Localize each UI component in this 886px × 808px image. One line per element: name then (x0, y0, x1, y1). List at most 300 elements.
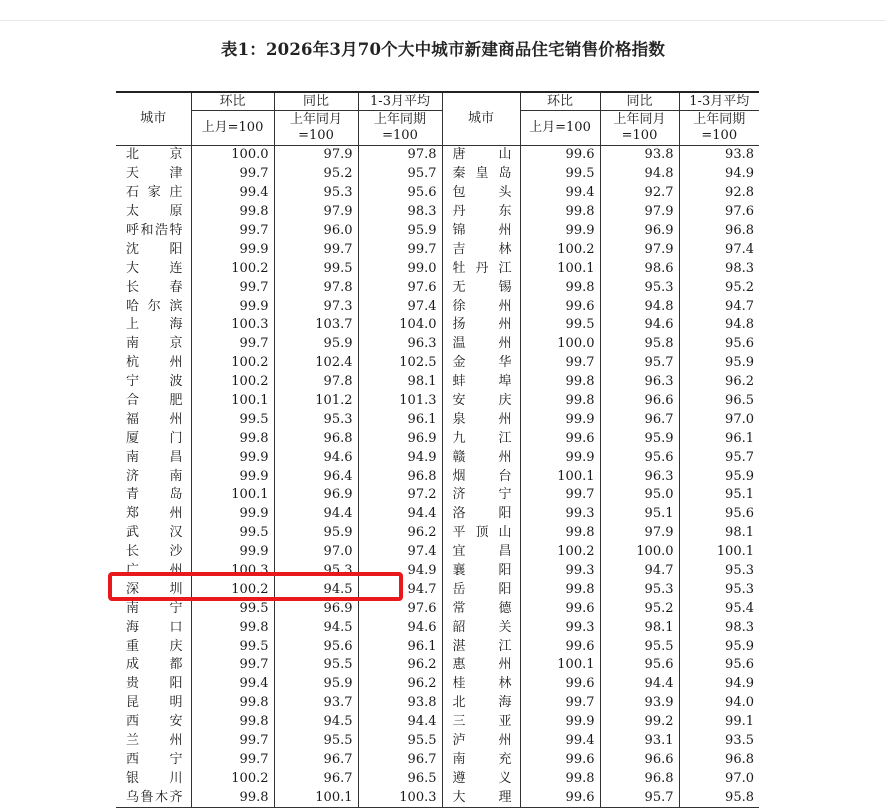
city-cell-left: 青 岛 (116, 486, 191, 505)
mom-cell-right: 99.6 (520, 297, 600, 316)
mom-cell-left: 99.5 (191, 410, 274, 429)
mom-cell-left: 99.9 (191, 505, 274, 524)
table-row (116, 769, 759, 788)
yoy-cell-right: 96.6 (600, 751, 679, 770)
yoy-cell-right: 96.6 (600, 392, 679, 411)
avg-cell-right: 94.7 (679, 297, 759, 316)
yoy-header-right: 同比 (600, 92, 679, 111)
yoy-cell-right: 94.8 (600, 297, 679, 316)
city-cell-left: 重 庆 (116, 637, 191, 656)
mom-cell-right: 99.5 (520, 316, 600, 335)
avg-cell-left: 97.2 (358, 486, 442, 505)
table-row (116, 599, 759, 618)
mom-cell-right: 99.3 (520, 562, 600, 581)
mom-cell-left: 100.2 (191, 259, 274, 278)
city-cell-right: 牡丹江 (442, 259, 520, 278)
mom-cell-left: 99.8 (191, 694, 274, 713)
avg-cell-left: 99.0 (358, 259, 442, 278)
city-cell-left: 沈 阳 (116, 240, 191, 259)
avg-header-left: 1-3月平均 (358, 92, 442, 111)
avg-cell-left: 94.7 (358, 580, 442, 599)
mom-cell-left: 99.7 (191, 165, 274, 184)
mom-cell-left: 99.9 (191, 240, 274, 259)
city-cell-right: 宜 昌 (442, 543, 520, 562)
avg-cell-left: 93.8 (358, 694, 442, 713)
mom-cell-right: 99.7 (520, 486, 600, 505)
table-row (116, 675, 759, 694)
city-cell-left: 武 汉 (116, 524, 191, 543)
avg-cell-left: 95.6 (358, 184, 442, 203)
avg-cell-left: 99.7 (358, 240, 442, 259)
yoy-cell-left: 97.9 (274, 203, 358, 222)
city-cell-left: 兰 州 (116, 732, 191, 751)
avg-cell-right: 97.4 (679, 240, 759, 259)
yoy-cell-left: 96.8 (274, 429, 358, 448)
price-index-table (116, 91, 759, 808)
table-row (116, 505, 759, 524)
avg-cell-right: 98.1 (679, 524, 759, 543)
avg-cell-left: 94.9 (358, 562, 442, 581)
yoy-base-left: 上年同月 =100 (274, 111, 358, 146)
avg-cell-right: 95.7 (679, 448, 759, 467)
city-cell-right: 蚌 埠 (442, 373, 520, 392)
city-cell-left: 呼和浩特 (116, 222, 191, 241)
yoy-cell-right: 95.0 (600, 486, 679, 505)
mom-cell-right: 100.2 (520, 543, 600, 562)
table-row (116, 637, 759, 656)
avg-cell-right: 95.6 (679, 335, 759, 354)
table-header (116, 92, 759, 146)
mom-cell-left: 100.2 (191, 354, 274, 373)
page-top-divider (0, 20, 886, 21)
city-cell-left: 长 沙 (116, 543, 191, 562)
mom-cell-left: 100.3 (191, 562, 274, 581)
yoy-cell-right: 98.1 (600, 618, 679, 637)
yoy-cell-left: 95.9 (274, 675, 358, 694)
table-row (116, 788, 759, 807)
mom-cell-right: 99.9 (520, 448, 600, 467)
yoy-cell-left: 102.4 (274, 354, 358, 373)
avg-cell-right: 94.8 (679, 316, 759, 335)
mom-cell-left: 99.7 (191, 222, 274, 241)
mom-cell-right: 99.9 (520, 713, 600, 732)
yoy-cell-left: 95.5 (274, 656, 358, 675)
avg-cell-left: 96.8 (358, 467, 442, 486)
table-row (116, 316, 759, 335)
mom-cell-left: 99.9 (191, 467, 274, 486)
mom-cell-right: 100.1 (520, 259, 600, 278)
mom-header-right: 环比 (520, 92, 600, 111)
table-row (116, 543, 759, 562)
avg-cell-right: 95.3 (679, 580, 759, 599)
avg-cell-left: 94.4 (358, 505, 442, 524)
city-cell-left: 海 口 (116, 618, 191, 637)
avg-cell-right: 95.4 (679, 599, 759, 618)
mom-cell-right: 99.3 (520, 505, 600, 524)
mom-cell-right: 99.8 (520, 580, 600, 599)
city-cell-left: 银 川 (116, 769, 191, 788)
mom-cell-left: 99.7 (191, 656, 274, 675)
yoy-cell-left: 96.0 (274, 222, 358, 241)
yoy-cell-left: 94.5 (274, 618, 358, 637)
avg-cell-left: 97.4 (358, 297, 442, 316)
avg-cell-left: 104.0 (358, 316, 442, 335)
city-cell-right: 北 海 (442, 694, 520, 713)
yoy-cell-left: 95.9 (274, 524, 358, 543)
yoy-cell-right: 95.3 (600, 580, 679, 599)
city-cell-right: 洛 阳 (442, 505, 520, 524)
avg-cell-left: 96.1 (358, 410, 442, 429)
city-cell-right: 韶 关 (442, 618, 520, 637)
mom-cell-left: 100.1 (191, 392, 274, 411)
avg-cell-right: 95.9 (679, 467, 759, 486)
mom-cell-right: 99.7 (520, 354, 600, 373)
yoy-cell-left: 101.2 (274, 392, 358, 411)
yoy-cell-right: 92.7 (600, 184, 679, 203)
mom-cell-right: 99.8 (520, 524, 600, 543)
city-cell-right: 赣 州 (442, 448, 520, 467)
mom-cell-left: 99.4 (191, 675, 274, 694)
city-cell-right: 安 庆 (442, 392, 520, 411)
city-cell-right: 九 江 (442, 429, 520, 448)
avg-cell-right: 95.6 (679, 656, 759, 675)
mom-cell-left: 99.7 (191, 751, 274, 770)
mom-cell-left: 100.0 (191, 146, 274, 165)
mom-cell-right: 99.4 (520, 732, 600, 751)
avg-cell-left: 96.5 (358, 769, 442, 788)
yoy-cell-left: 97.3 (274, 297, 358, 316)
yoy-cell-left: 95.3 (274, 562, 358, 581)
yoy-cell-right: 95.3 (600, 278, 679, 297)
avg-cell-right: 97.0 (679, 769, 759, 788)
mom-cell-right: 99.7 (520, 694, 600, 713)
table-row (116, 467, 759, 486)
mom-cell-right: 99.6 (520, 637, 600, 656)
city-cell-left: 昆 明 (116, 694, 191, 713)
avg-cell-left: 96.2 (358, 656, 442, 675)
yoy-cell-left: 97.8 (274, 373, 358, 392)
table-row (116, 562, 759, 581)
mom-cell-left: 99.7 (191, 732, 274, 751)
yoy-cell-right: 100.0 (600, 543, 679, 562)
yoy-cell-right: 96.9 (600, 222, 679, 241)
avg-cell-left: 98.1 (358, 373, 442, 392)
yoy-cell-right: 95.5 (600, 637, 679, 656)
mom-cell-left: 99.9 (191, 297, 274, 316)
mom-cell-left: 99.4 (191, 184, 274, 203)
city-cell-left: 乌鲁木齐 (116, 788, 191, 807)
city-cell-right: 泉 州 (442, 410, 520, 429)
avg-cell-right: 94.9 (679, 675, 759, 694)
avg-cell-left: 100.3 (358, 788, 442, 807)
yoy-cell-left: 96.7 (274, 769, 358, 788)
avg-cell-left: 96.1 (358, 637, 442, 656)
table-row (116, 278, 759, 297)
table-row (116, 392, 759, 411)
table-row (116, 410, 759, 429)
table-row (116, 694, 759, 713)
mom-cell-right: 99.8 (520, 278, 600, 297)
mom-cell-left: 99.7 (191, 335, 274, 354)
city-cell-right: 包 头 (442, 184, 520, 203)
avg-cell-left: 94.4 (358, 713, 442, 732)
city-cell-right: 遵 义 (442, 769, 520, 788)
table-row (116, 259, 759, 278)
table-row (116, 335, 759, 354)
yoy-cell-left: 95.5 (274, 732, 358, 751)
yoy-cell-left: 95.3 (274, 184, 358, 203)
avg-cell-left: 97.6 (358, 278, 442, 297)
mom-cell-right: 100.1 (520, 467, 600, 486)
mom-cell-left: 99.9 (191, 448, 274, 467)
mom-cell-left: 99.8 (191, 788, 274, 807)
yoy-cell-left: 96.7 (274, 751, 358, 770)
city-cell-left: 合 肥 (116, 392, 191, 411)
yoy-cell-right: 93.8 (600, 146, 679, 165)
city-cell-left: 大 连 (116, 259, 191, 278)
yoy-cell-right: 93.9 (600, 694, 679, 713)
mom-cell-right: 99.9 (520, 222, 600, 241)
mom-cell-left: 100.2 (191, 373, 274, 392)
avg-cell-right: 96.5 (679, 392, 759, 411)
mom-cell-left: 99.8 (191, 713, 274, 732)
yoy-cell-right: 97.9 (600, 203, 679, 222)
avg-cell-left: 96.7 (358, 751, 442, 770)
avg-cell-left: 95.9 (358, 222, 442, 241)
city-cell-right: 唐 山 (442, 146, 520, 165)
mom-cell-left: 99.8 (191, 618, 274, 637)
mom-cell-left: 99.8 (191, 429, 274, 448)
yoy-cell-right: 95.1 (600, 505, 679, 524)
mom-cell-right: 99.9 (520, 410, 600, 429)
yoy-cell-right: 94.8 (600, 165, 679, 184)
yoy-cell-left: 97.9 (274, 146, 358, 165)
yoy-cell-left: 93.7 (274, 694, 358, 713)
avg-cell-right: 99.1 (679, 713, 759, 732)
avg-cell-right: 96.2 (679, 373, 759, 392)
avg-cell-left: 97.4 (358, 543, 442, 562)
avg-base-right: 上年同期 =100 (679, 111, 759, 146)
city-cell-left: 石家庄 (116, 184, 191, 203)
city-cell-left: 广 州 (116, 562, 191, 581)
table-row (116, 656, 759, 675)
mom-cell-right: 100.2 (520, 240, 600, 259)
yoy-cell-right: 96.8 (600, 769, 679, 788)
mom-cell-right: 99.6 (520, 599, 600, 618)
mom-cell-left: 100.2 (191, 580, 274, 599)
yoy-cell-right: 95.6 (600, 448, 679, 467)
table-row (116, 429, 759, 448)
mom-cell-right: 99.4 (520, 184, 600, 203)
table-row (116, 486, 759, 505)
table-row (116, 297, 759, 316)
avg-cell-right: 93.5 (679, 732, 759, 751)
yoy-cell-left: 97.0 (274, 543, 358, 562)
avg-cell-right: 95.1 (679, 486, 759, 505)
mom-cell-left: 100.3 (191, 316, 274, 335)
city-cell-left: 哈尔滨 (116, 297, 191, 316)
mom-base-left: 上月=100 (191, 111, 274, 146)
mom-cell-left: 99.5 (191, 637, 274, 656)
mom-header-left: 环比 (191, 92, 274, 111)
table-row (116, 203, 759, 222)
yoy-cell-left: 94.4 (274, 505, 358, 524)
city-cell-left: 深 圳 (116, 580, 191, 599)
city-cell-right: 惠 州 (442, 656, 520, 675)
mom-cell-left: 100.1 (191, 486, 274, 505)
table-row (116, 524, 759, 543)
yoy-cell-left: 96.4 (274, 467, 358, 486)
table-row (116, 751, 759, 770)
yoy-cell-left: 100.1 (274, 788, 358, 807)
avg-cell-right: 95.3 (679, 562, 759, 581)
city-header-left: 城市 (116, 92, 191, 146)
city-cell-right: 烟 台 (442, 467, 520, 486)
table-row (116, 146, 759, 165)
yoy-cell-left: 99.7 (274, 240, 358, 259)
avg-cell-left: 96.3 (358, 335, 442, 354)
city-cell-right: 三 亚 (442, 713, 520, 732)
yoy-cell-right: 94.6 (600, 316, 679, 335)
city-cell-right: 平顶山 (442, 524, 520, 543)
mom-cell-right: 99.3 (520, 618, 600, 637)
table-body (116, 146, 759, 808)
city-cell-right: 锦 州 (442, 222, 520, 241)
avg-cell-left: 96.9 (358, 429, 442, 448)
avg-cell-right: 98.3 (679, 618, 759, 637)
avg-cell-right: 100.1 (679, 543, 759, 562)
avg-cell-right: 95.9 (679, 354, 759, 373)
avg-cell-left: 96.2 (358, 675, 442, 694)
mom-cell-right: 99.6 (520, 788, 600, 807)
yoy-cell-right: 94.4 (600, 675, 679, 694)
city-cell-right: 泸 州 (442, 732, 520, 751)
table-row (116, 618, 759, 637)
yoy-cell-right: 95.7 (600, 788, 679, 807)
yoy-cell-right: 95.6 (600, 656, 679, 675)
yoy-cell-right: 96.7 (600, 410, 679, 429)
table-row (116, 354, 759, 373)
city-cell-left: 济 南 (116, 467, 191, 486)
yoy-cell-right: 95.2 (600, 599, 679, 618)
table-row (116, 713, 759, 732)
city-cell-left: 南 宁 (116, 599, 191, 618)
city-cell-right: 温 州 (442, 335, 520, 354)
avg-cell-right: 97.6 (679, 203, 759, 222)
avg-cell-right: 94.0 (679, 694, 759, 713)
yoy-cell-right: 97.9 (600, 240, 679, 259)
yoy-cell-left: 97.8 (274, 278, 358, 297)
yoy-cell-right: 98.6 (600, 259, 679, 278)
city-cell-right: 金 华 (442, 354, 520, 373)
yoy-header-left: 同比 (274, 92, 358, 111)
yoy-cell-right: 96.3 (600, 373, 679, 392)
avg-cell-left: 97.8 (358, 146, 442, 165)
yoy-cell-left: 94.5 (274, 713, 358, 732)
city-cell-right: 襄 阳 (442, 562, 520, 581)
mom-cell-left: 99.5 (191, 524, 274, 543)
yoy-cell-right: 96.3 (600, 467, 679, 486)
mom-cell-right: 99.5 (520, 165, 600, 184)
city-cell-left: 厦 门 (116, 429, 191, 448)
avg-cell-right: 92.8 (679, 184, 759, 203)
table-row (116, 448, 759, 467)
mom-cell-left: 99.9 (191, 543, 274, 562)
avg-cell-right: 95.2 (679, 278, 759, 297)
yoy-cell-left: 95.3 (274, 410, 358, 429)
avg-cell-right: 96.1 (679, 429, 759, 448)
yoy-cell-left: 94.5 (274, 580, 358, 599)
city-cell-left: 太 原 (116, 203, 191, 222)
table-row (116, 240, 759, 259)
mom-cell-right: 99.8 (520, 392, 600, 411)
avg-cell-right: 93.8 (679, 146, 759, 165)
yoy-cell-right: 95.8 (600, 335, 679, 354)
city-cell-right: 湛 江 (442, 637, 520, 656)
table-row (116, 165, 759, 184)
city-cell-left: 西 宁 (116, 751, 191, 770)
city-cell-left: 成 都 (116, 656, 191, 675)
avg-cell-left: 96.2 (358, 524, 442, 543)
city-cell-left: 宁 波 (116, 373, 191, 392)
city-cell-right: 常 德 (442, 599, 520, 618)
yoy-cell-right: 95.9 (600, 429, 679, 448)
city-cell-left: 南 京 (116, 335, 191, 354)
yoy-cell-right: 95.7 (600, 354, 679, 373)
city-cell-right: 南 充 (442, 751, 520, 770)
yoy-cell-left: 95.6 (274, 637, 358, 656)
yoy-cell-right: 97.9 (600, 524, 679, 543)
avg-cell-left: 102.5 (358, 354, 442, 373)
city-cell-left: 上 海 (116, 316, 191, 335)
avg-cell-right: 95.9 (679, 637, 759, 656)
mom-cell-right: 100.1 (520, 656, 600, 675)
yoy-cell-left: 99.5 (274, 259, 358, 278)
avg-cell-right: 97.0 (679, 410, 759, 429)
city-cell-left: 天 津 (116, 165, 191, 184)
city-header-right: 城市 (442, 92, 520, 146)
avg-cell-left: 97.6 (358, 599, 442, 618)
table-row (116, 580, 759, 599)
mom-cell-left: 99.8 (191, 203, 274, 222)
avg-base-left: 上年同期 =100 (358, 111, 442, 146)
mom-base-right: 上月=100 (520, 111, 600, 146)
yoy-cell-left: 103.7 (274, 316, 358, 335)
yoy-cell-left: 96.9 (274, 486, 358, 505)
mom-cell-right: 99.6 (520, 429, 600, 448)
table-row (116, 222, 759, 241)
mom-cell-right: 99.6 (520, 751, 600, 770)
city-cell-right: 扬 州 (442, 316, 520, 335)
city-cell-left: 贵 阳 (116, 675, 191, 694)
avg-cell-right: 96.8 (679, 751, 759, 770)
table-title: 表1：2026年3月70个大中城市新建商品住宅销售价格指数 (220, 40, 666, 59)
avg-cell-left: 95.5 (358, 732, 442, 751)
mom-cell-left: 99.7 (191, 278, 274, 297)
city-cell-left: 杭 州 (116, 354, 191, 373)
table-row (116, 184, 759, 203)
city-cell-right: 岳 阳 (442, 580, 520, 599)
city-cell-right: 大 理 (442, 788, 520, 807)
yoy-cell-right: 94.7 (600, 562, 679, 581)
avg-cell-right: 94.9 (679, 165, 759, 184)
table-row (116, 373, 759, 392)
city-cell-left: 长 春 (116, 278, 191, 297)
city-cell-left: 郑 州 (116, 505, 191, 524)
table-row (116, 732, 759, 751)
city-cell-right: 丹 东 (442, 203, 520, 222)
avg-header-right: 1-3月平均 (679, 92, 759, 111)
